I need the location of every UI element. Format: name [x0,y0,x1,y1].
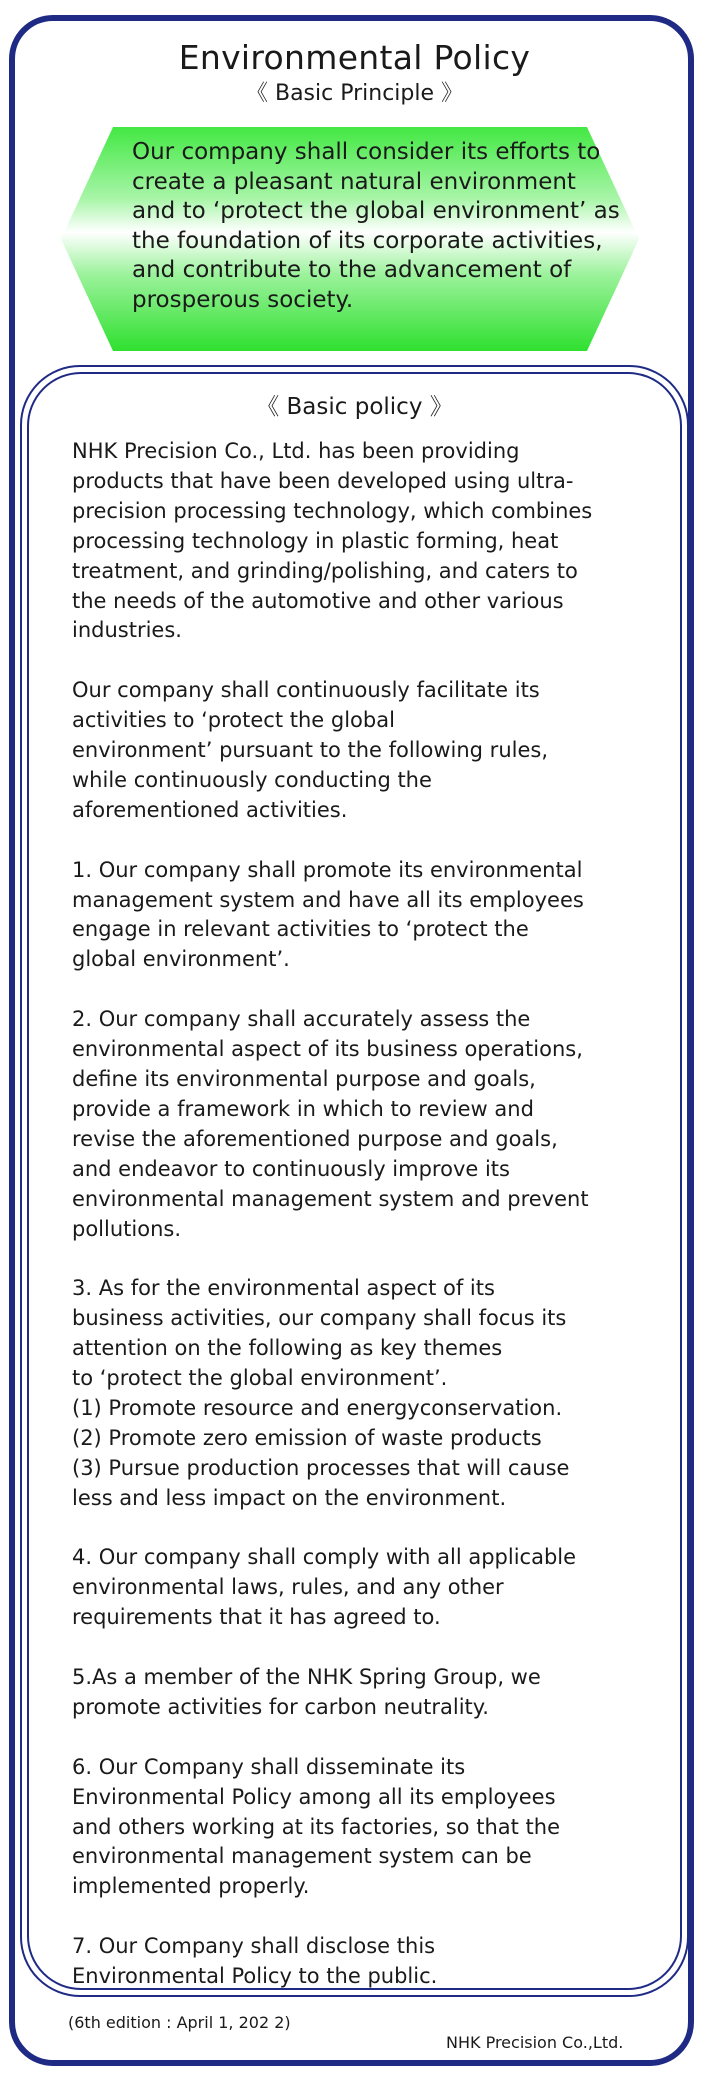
policy-item-1: 1. Our company shall promote its environmental management system and have all its employees engage in relevant activities to ‘protect the global environment’. [72,857,584,972]
page-title: Environmental Policy [178,38,531,77]
basic-policy-body [72,437,657,1992]
policy-item-7: 7. Our Company shall disclose this Environmental Policy to the public. [72,1934,438,1989]
policy-item-5: 5.As a member of the NHK Spring Group, we promote activities for carbon neutrality. [72,1665,541,1719]
policy-item-2: 2. Our company shall accurately assess the environmental aspect of its business operations, define its environmental purpose and goals, provide a framework in which to review and revise the aforementioned purpose and goals, and endeavor to continuously improve its environmental management system and prevent pollutions. [72,1007,589,1241]
edition-note: (6th edition : April 1, 202 2) [68,2013,291,2032]
policy-item-4: 4. Our company shall comply with all applicable environmental laws, rules, and any other requirements that it has agreed to. [72,1545,577,1630]
policy-item-3: 3. As for the environmental aspect of its business activities, our company shall focus its attention on the following as key themes to ‘protect the global environment’. (1) Promote resource and energyconservation. (2) Promote zero emission of waste products (3) Pursue production processes that will cause less and less impact on the environment. [72,1276,570,1510]
basic-principle-text: Our company shall consider its efforts to create a pleasant natural environment and to ‘protect the global environment’ as the foundation of its corporate activities, and contribute to the advancement of prosperous society. [132,139,620,313]
basic-principle-heading: 《 Basic Principle 》 [245,81,464,106]
policy-intro-paragraph: NHK Precision Co., Ltd. has been providing products that have been developed using ultra- precision processing technology, which combines processing technology in plastic forming, heat treatment, and grinding/polishing, and caters to the needs of the automotive and other various industries. [72,439,593,643]
policy-commitment-paragraph: Our company shall continuously facilitate its activities to ‘protect the global environment’ pursuant to the following rules, while continuously conducting the aforementioned activities. [72,678,548,822]
basic-policy-heading: 《 Basic policy 》 [256,394,453,420]
policy-item-6: 6. Our Company shall disseminate its Environmental Policy among all its employees and others working at its factories, so that the environmental management system can be implemented properly. [72,1754,560,1899]
company-name: NHK Precision Co.,Ltd. [446,2033,624,2052]
